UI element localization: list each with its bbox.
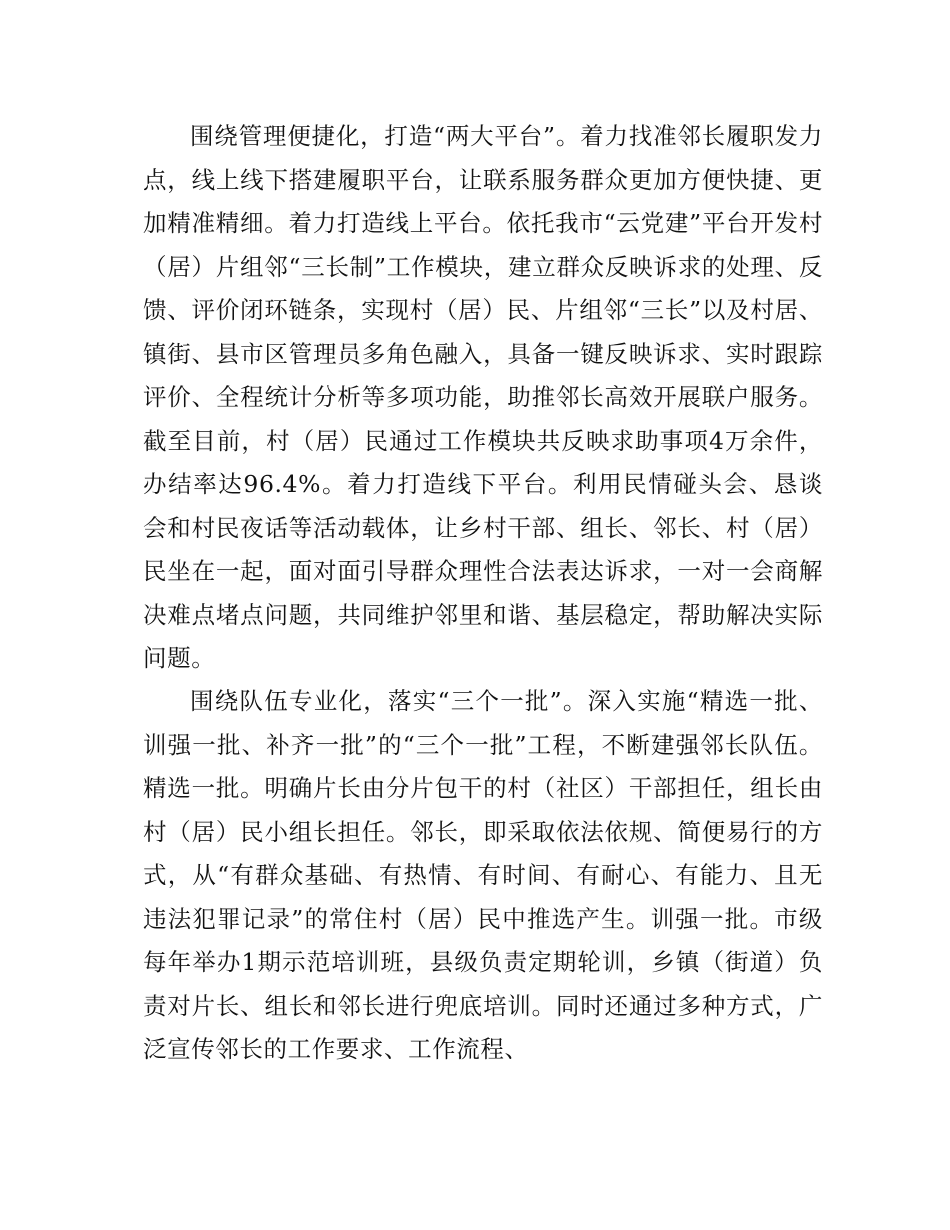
paragraph-team: 围绕队伍专业化，落实“三个一批”。深入实施“精选一批、训强一批、补齐一批”的“三个一批”工程，不断建强邻长队伍。精选一批。明确片长由分片包干的村（社区）干部担任，组长由村（居）民小组长担任。邻长，即采取依法依规、简便易行的方式，从“有群众基础、有热情、有时间、有耐心、有能力、且无违法犯罪记录”的常住村（居）民中推选产生。训强一批。市级每年举办1期示范培训班，县级负责定期轮训，乡镇（街道）负责对片长、组长和邻长进行兜底培训。同时还通过多种方式，广泛宣传邻长的工作要求、工作流程、 [143,687,823,1063]
paragraph-platforms: 围绕管理便捷化，打造“两大平台”。着力找准邻长履职发力点，线上线下搭建履职平台，让联系服务群众更加方便快捷、更加精准精细。着力打造线上平台。依托我市“云党建”平台开发村（居）片组邻“三长制”工作模块，建立群众反映诉求的处理、反馈、评价闭环链条，实现村（居）民、片组邻“三长”以及村居、镇街、县市区管理员多角色融入，具备一键反映诉求、实时跟踪评价、全程统计分析等多项功能，助推邻长高效开展联户服务。截至目前，村（居）民通过工作模块共反映求助事项4万余件，办结率达96.4%。着力打造线下平台。利用民情碰头会、恳谈会和村民夜话等活动载体，让乡村干部、组长、邻长、村（居）民坐在一起，面对面引导群众理性合法表达诉求，一对一会商解决难点堵点问题，共同维护邻里和谐、基层稳定，帮助解决实际问题。 [143,122,823,672]
